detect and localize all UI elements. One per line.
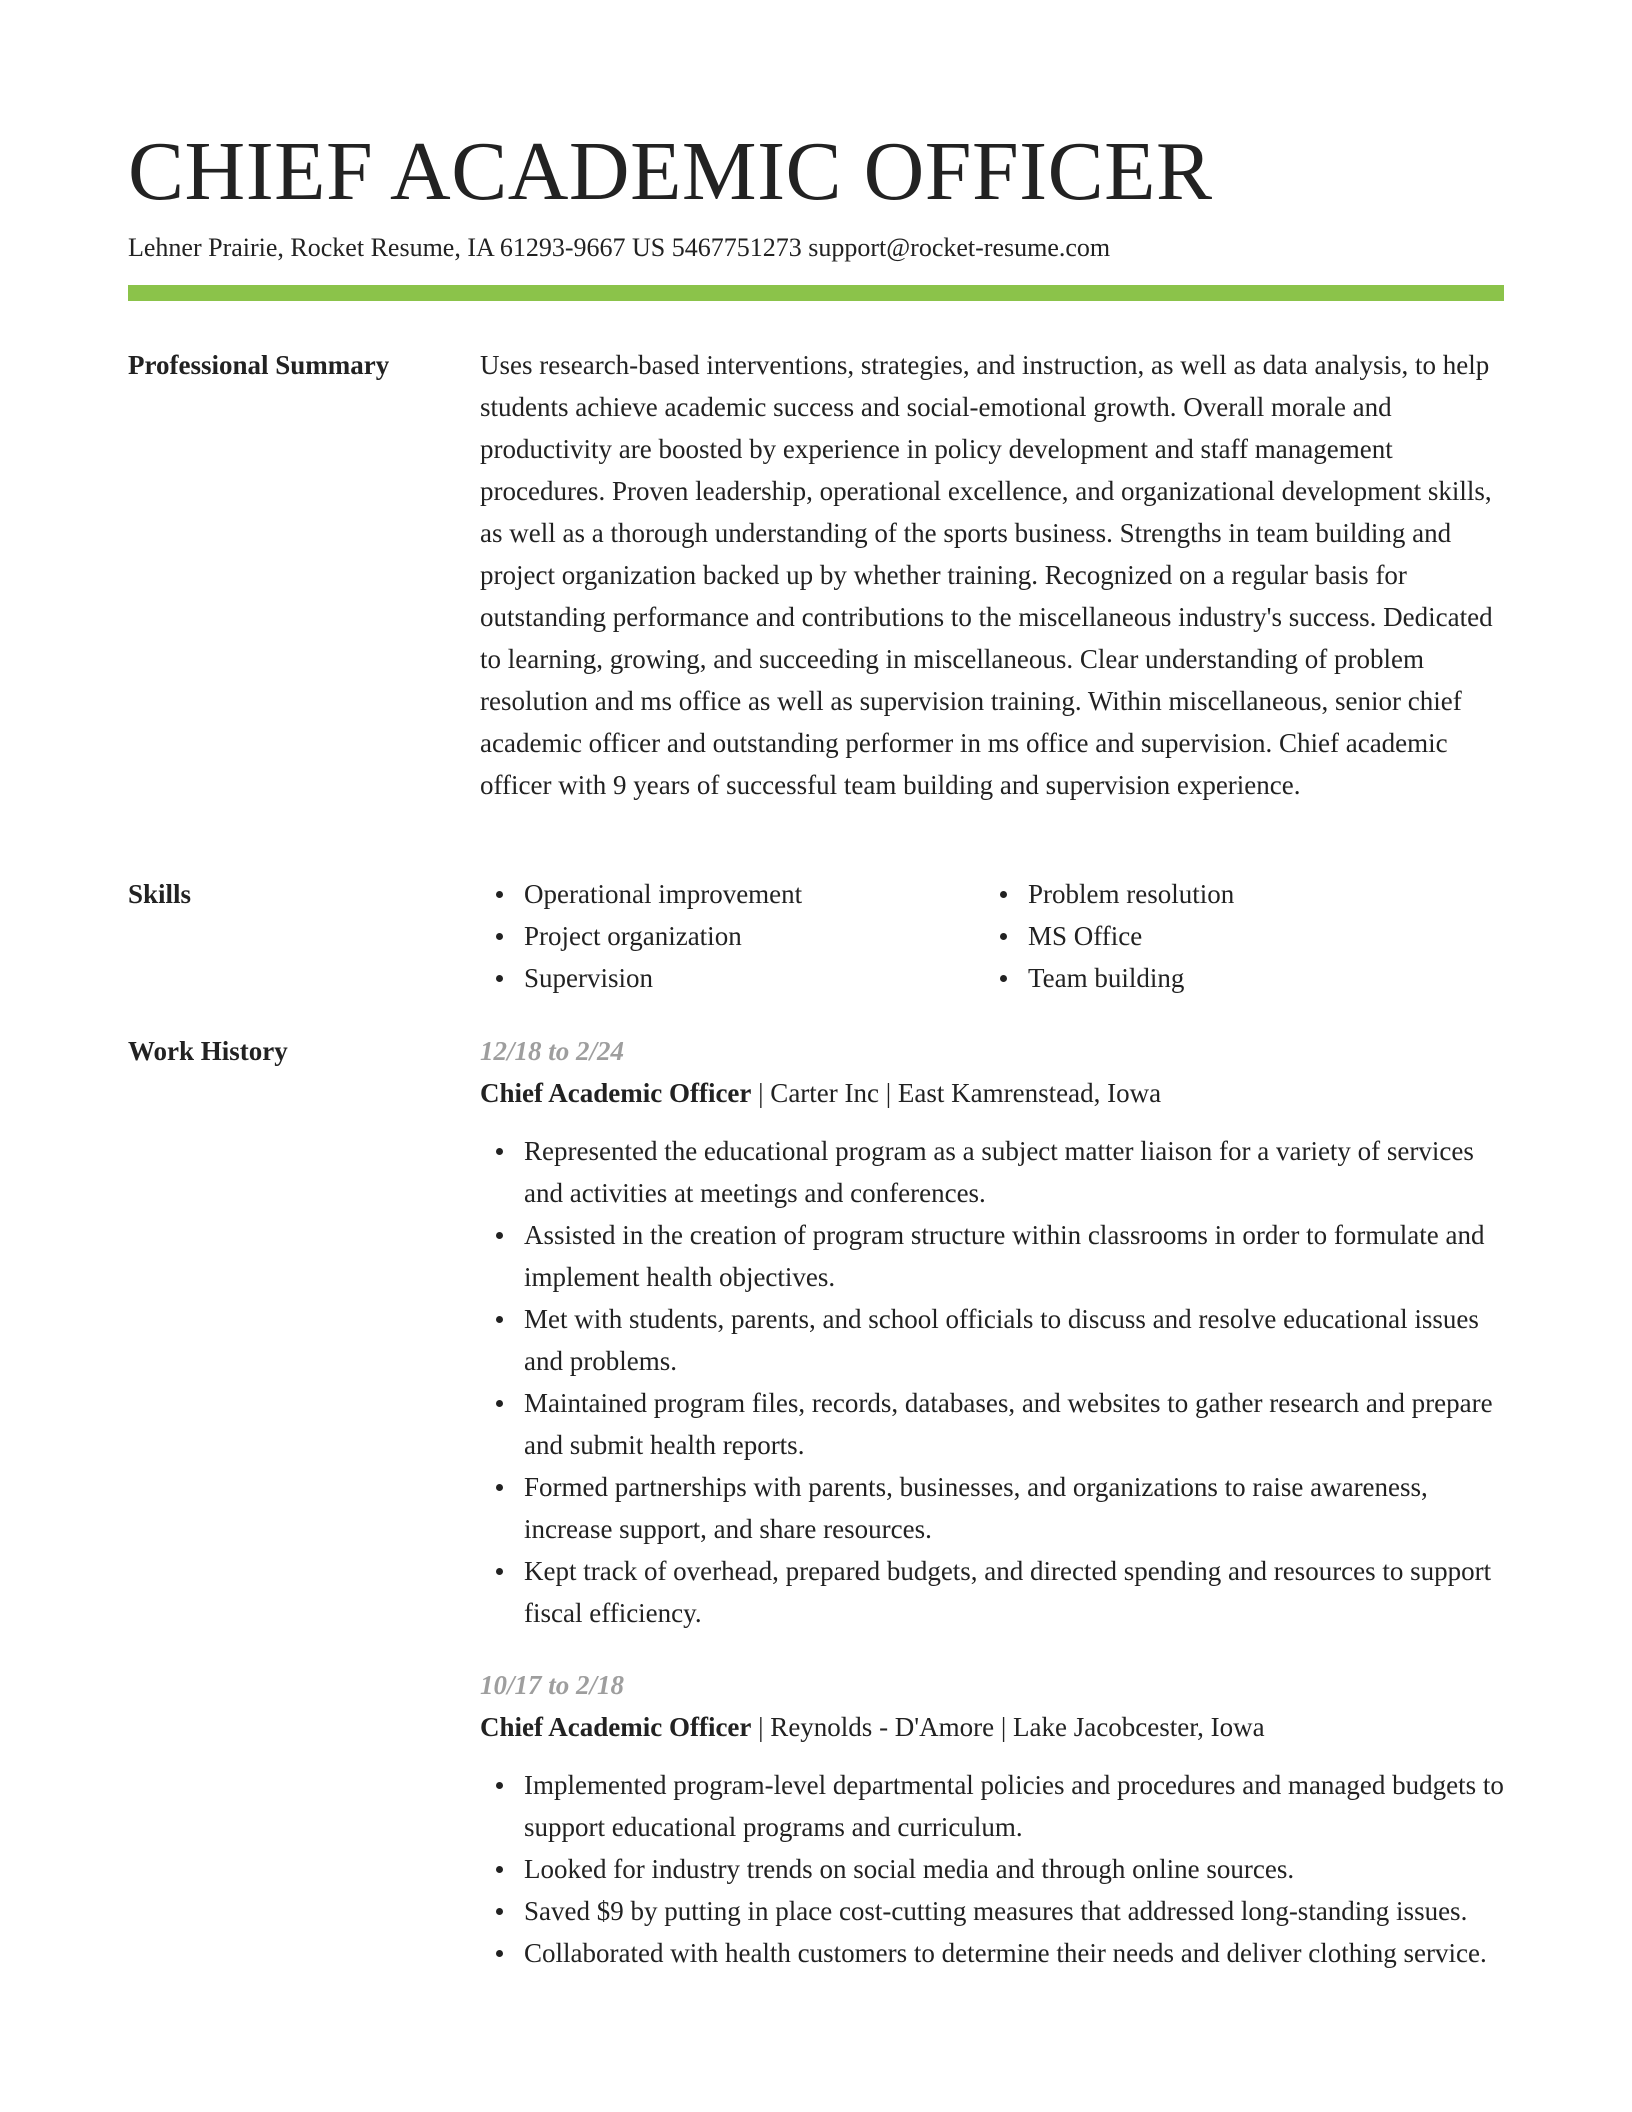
job-entry [480, 1664, 1504, 1974]
job-bullet: Maintained program files, records, databases, and websites to gather research and prepare and submit health reports. [480, 1382, 1504, 1466]
skill-item: Operational improvement [480, 873, 984, 915]
job-title: Chief Academic Officer [480, 1712, 752, 1742]
accent-divider [128, 285, 1504, 301]
job-bullets [480, 1764, 1504, 1974]
summary-text: Uses research-based interventions, strategies, and instruction, as well as data analysis, to help students achieve academic success and social-emotional growth. Overall morale and productivity are boosted by experience in policy development and staff management procedures. Proven leadership, operational excellence, and organizational development skills, as well as a thorough understanding of the sports business. Strengths in team building and project organization backed up by whether training. Recognized on a regular basis for outstanding performance and contributions to the miscellaneous industry's success. Dedicated to learning, growing, and succeeding in miscellaneous. Clear understanding of problem resolution and ms office as well as supervision training. Within miscellaneous, senior chief academic officer and outstanding performer in ms office and supervision. Chief academic officer with 9 years of successful team building and supervision experience. [480, 350, 1493, 800]
job-bullet: Collaborated with health customers to determine their needs and deliver clothing service. [480, 1932, 1504, 1974]
job-bullet: Kept track of overhead, prepared budgets, and directed spending and resources to support fiscal efficiency. [480, 1550, 1504, 1634]
skill-item: Team building [984, 957, 1488, 999]
skills-body [480, 873, 1504, 999]
job-bullet: Met with students, parents, and school officials to discuss and resolve educational issues and problems. [480, 1298, 1504, 1382]
job-bullet: Implemented program-level departmental policies and procedures and managed budgets to support educational programs and curriculum. [480, 1764, 1504, 1848]
skills-heading: Skills [128, 879, 192, 909]
job-dates: 10/17 to 2/18 [480, 1670, 625, 1700]
skill-item: Project organization [480, 915, 984, 957]
summary-body [480, 344, 1504, 806]
job-title: Chief Academic Officer [480, 1078, 752, 1108]
job-bullet: Looked for industry trends on social media and through online sources. [480, 1848, 1504, 1890]
job-heading [480, 1706, 1504, 1748]
job-entry [480, 1030, 1504, 1634]
skills-left-column [480, 873, 984, 999]
job-bullet: Represented the educational program as a subject matter liaison for a variety of services and activities at meetings and conferences. [480, 1130, 1504, 1214]
job-bullet: Assisted in the creation of program structure within classrooms in order to formulate and implement health objectives. [480, 1214, 1504, 1298]
job-dates: 12/18 to 2/24 [480, 1036, 625, 1066]
job-bullet: Saved $9 by putting in place cost-cutting measures that addressed long-standing issues. [480, 1890, 1504, 1932]
skills-columns [480, 873, 1504, 999]
job-heading [480, 1072, 1504, 1114]
job-bullets [480, 1130, 1504, 1634]
job-company-line: | Carter Inc | East Kamrenstead, Iowa [751, 1078, 1162, 1108]
summary-heading: Professional Summary [128, 350, 390, 380]
job-bullet: Formed partnerships with parents, businesses, and organizations to raise awareness, increase support, and share resources. [480, 1466, 1504, 1550]
work-body [480, 1030, 1504, 2004]
skill-item: Supervision [480, 957, 984, 999]
skills-right-column [984, 873, 1488, 999]
work-heading: Work History [128, 1036, 288, 1066]
skill-item: MS Office [984, 915, 1488, 957]
contact-line: Lehner Prairie, Rocket Resume, IA 61293-9667 US 5467751273 support@rocket-resume.com [128, 233, 1111, 262]
job-company-line: | Reynolds - D'Amore | Lake Jacobcester, Iowa [751, 1712, 1265, 1742]
skill-item: Problem resolution [984, 873, 1488, 915]
resume-title: CHIEF ACADEMIC OFFICER [128, 125, 1213, 218]
